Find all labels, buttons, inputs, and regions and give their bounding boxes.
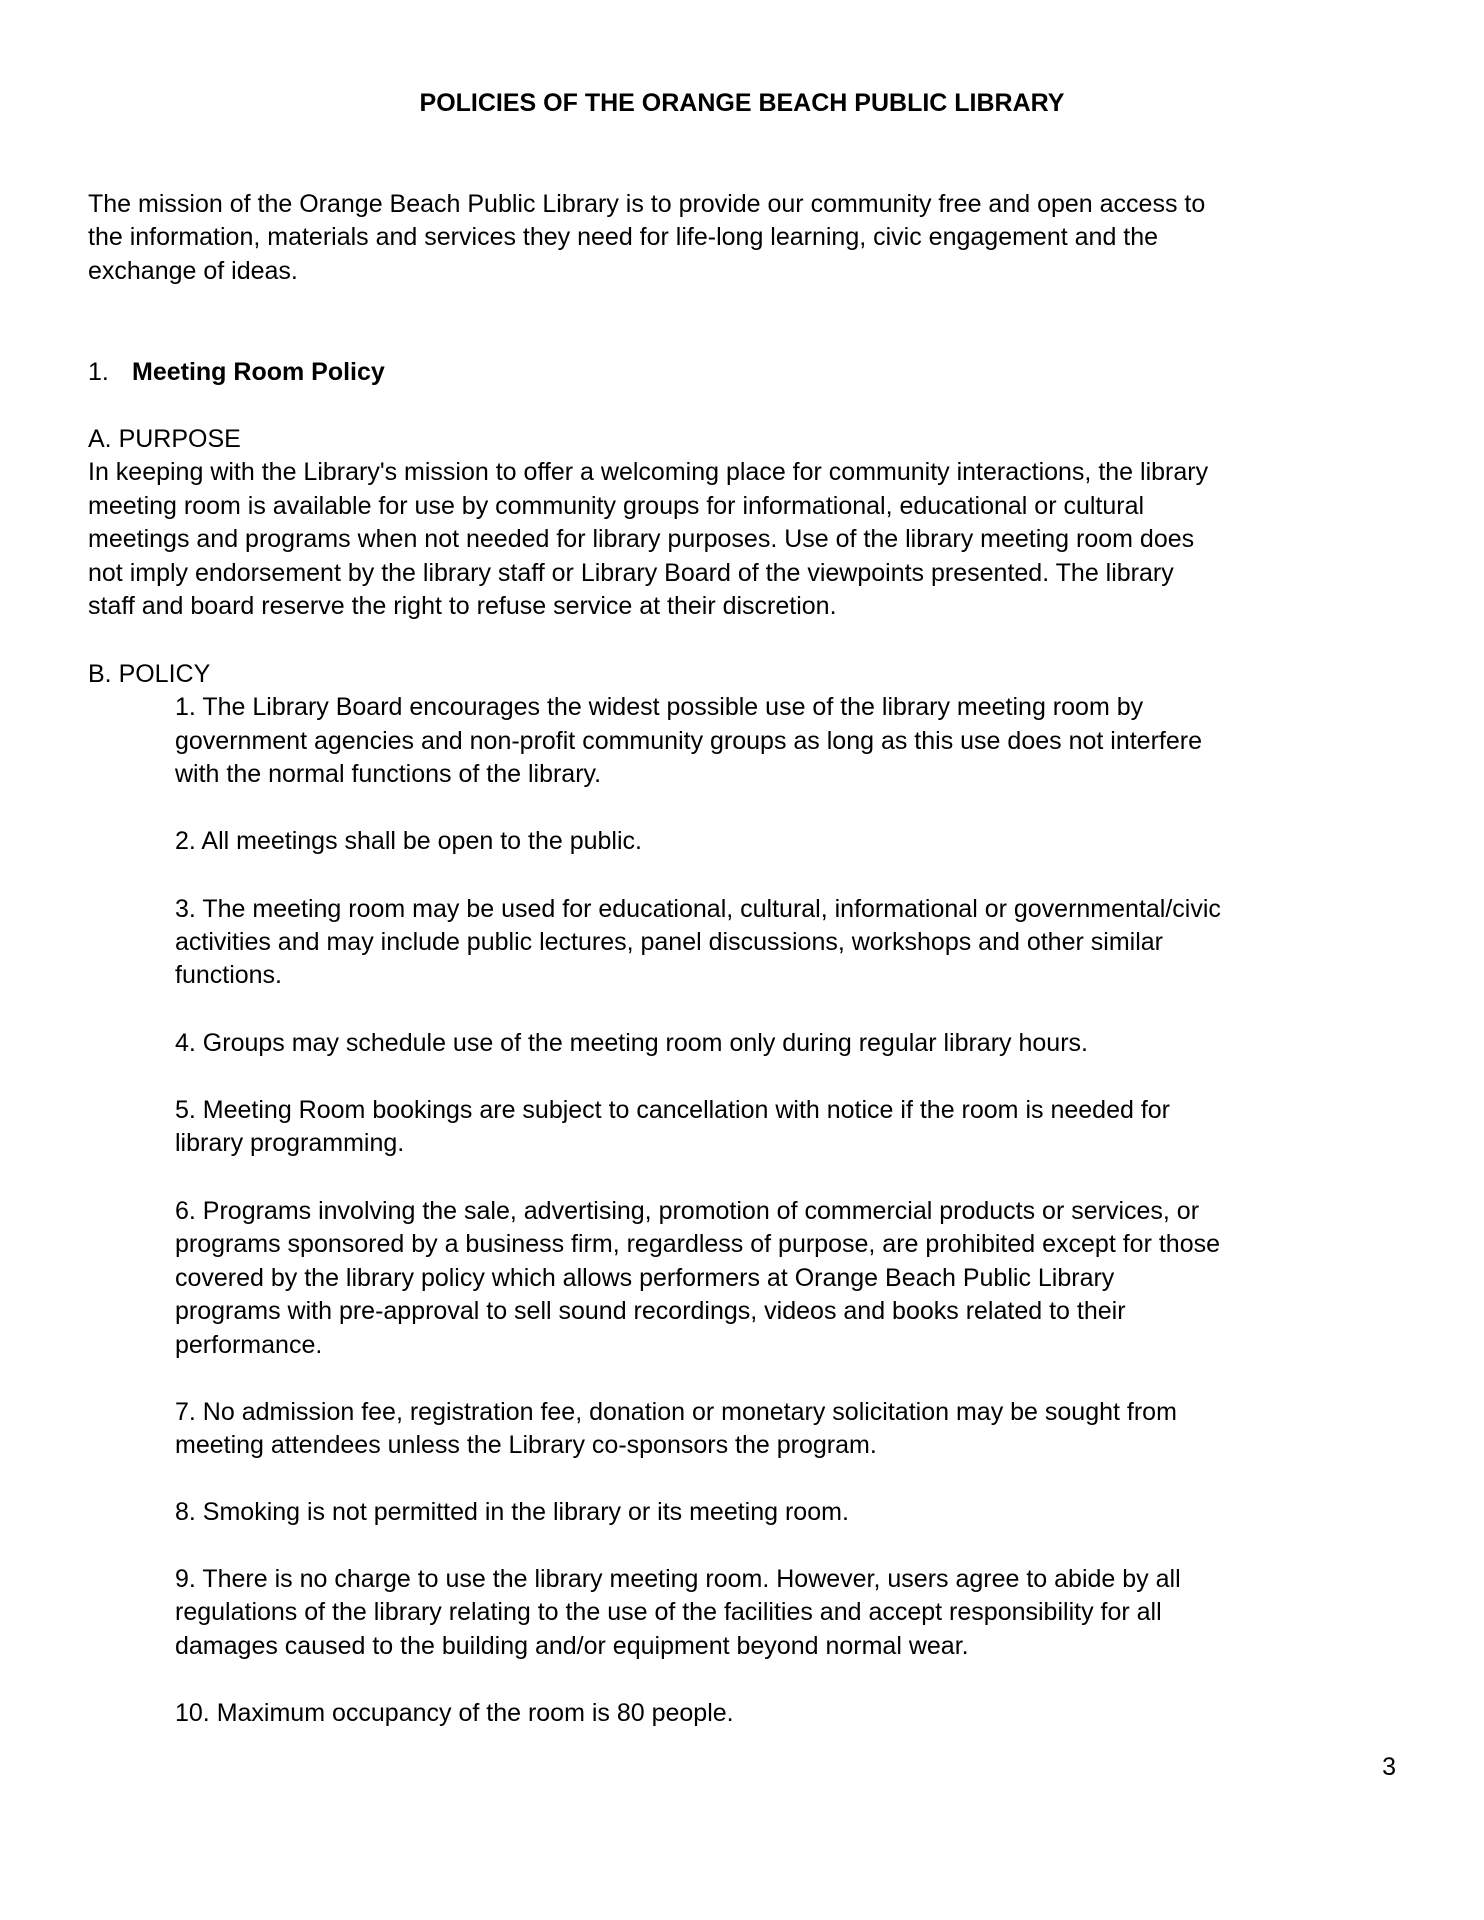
policy-line: activities and may include public lectures, panel discussions, workshops and other similar <box>175 928 1163 956</box>
policy-line: meeting attendees unless the Library co-sponsors the program. <box>175 1431 877 1459</box>
policy-line: 8. Smoking is not permitted in the library or its meeting room. <box>175 1498 849 1526</box>
policy-line: 10. Maximum occupancy of the room is 80 people. <box>175 1699 734 1727</box>
policy-line: 3. The meeting room may be used for educational, cultural, informational or governmental/civic <box>175 895 1221 923</box>
policy-line: with the normal functions of the library. <box>175 760 602 788</box>
purpose-line: not imply endorsement by the library staff or Library Board of the viewpoints presented. The library <box>88 559 1174 587</box>
policy-heading: B. POLICY <box>88 660 211 688</box>
section-number: 1. <box>88 358 109 386</box>
purpose-line: meeting room is available for use by community groups for informational, educational or cultural <box>88 492 1145 520</box>
purpose-heading: A. PURPOSE <box>88 425 241 453</box>
policy-line: government agencies and non-profit community groups as long as this use does not interfere <box>175 727 1202 755</box>
document-title: POLICIES OF THE ORANGE BEACH PUBLIC LIBRARY <box>419 89 1065 117</box>
mission-line: the information, materials and services they need for life-long learning, civic engagement and the <box>88 223 1159 251</box>
policy-line: regulations of the library relating to the use of the facilities and accept responsibility for all <box>175 1598 1162 1626</box>
mission-line: The mission of the Orange Beach Public Library is to provide our community free and open access to <box>88 190 1206 218</box>
purpose-line: meetings and programs when not needed for library purposes. Use of the library meeting room does <box>88 525 1195 553</box>
policy-line: covered by the library policy which allows performers at Orange Beach Public Library <box>175 1264 1115 1292</box>
purpose-line: staff and board reserve the right to refuse service at their discretion. <box>88 592 837 620</box>
page-number: 3 <box>1382 1753 1396 1781</box>
policy-line: damages caused to the building and/or equipment beyond normal wear. <box>175 1632 969 1660</box>
policy-line: programs sponsored by a business firm, regardless of purpose, are prohibited except for those <box>175 1230 1220 1258</box>
policy-line: performance. <box>175 1331 323 1359</box>
policy-line: 4. Groups may schedule use of the meeting room only during regular library hours. <box>175 1029 1088 1057</box>
purpose-line: In keeping with the Library's mission to offer a welcoming place for community interactions, the library <box>88 458 1209 486</box>
policy-line: programs with pre-approval to sell sound recordings, videos and books related to their <box>175 1297 1126 1325</box>
policy-line: 7. No admission fee, registration fee, donation or monetary solicitation may be sought from <box>175 1398 1177 1426</box>
policy-line: 5. Meeting Room bookings are subject to cancellation with notice if the room is needed for <box>175 1096 1170 1124</box>
policy-line: 6. Programs involving the sale, advertising, promotion of commercial products or services, or <box>175 1197 1200 1225</box>
policy-line: 9. There is no charge to use the library meeting room. However, users agree to abide by all <box>175 1565 1181 1593</box>
mission-line: exchange of ideas. <box>88 257 298 285</box>
section-title: Meeting Room Policy <box>132 358 385 386</box>
policy-line: library programming. <box>175 1129 405 1157</box>
policy-line: 2. All meetings shall be open to the public. <box>175 827 642 855</box>
policy-line: functions. <box>175 961 283 989</box>
policy-line: 1. The Library Board encourages the widest possible use of the library meeting room by <box>175 693 1144 721</box>
